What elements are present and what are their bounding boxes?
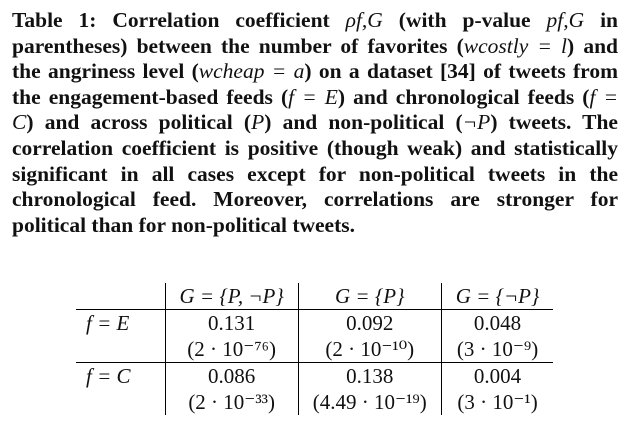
caption-text-3: in parentheses) between the number of favorites (	[12, 8, 619, 58]
f-equals-e: f = E	[288, 84, 338, 109]
pvalue-cell: (2 · 10⁻¹⁰)	[298, 336, 441, 363]
coefficient-cell: 0.086	[165, 363, 298, 390]
caption-text-5: ) on a dataset [34] of tweets from the engagement-based feeds (	[12, 59, 618, 109]
coefficient-cell: 0.131	[165, 310, 298, 337]
caption-text-7: ) and across political (	[26, 110, 252, 135]
rho-symbol: ρf,G	[345, 8, 383, 32]
f-equals-c: f = C	[12, 84, 618, 135]
pvalue-symbol: pf,G	[546, 8, 585, 32]
row-label: f = E	[76, 310, 165, 337]
row-label-spacer	[76, 336, 165, 363]
non-political-symbol: ¬P	[462, 110, 491, 135]
table-row	[76, 389, 553, 415]
pvalue-cell: (3 · 10⁻⁹)	[441, 336, 553, 363]
table-row	[76, 336, 553, 363]
caption-text-4: ) and the angriness level (	[12, 33, 618, 84]
political-symbol: P	[251, 110, 265, 135]
pvalue-cell: (3 · 10⁻¹)	[441, 389, 553, 415]
caption-text-2: (with p-value	[382, 8, 547, 32]
caption-label: Table 1:	[12, 8, 97, 32]
caption-text-6: ) and chronological feeds (	[337, 84, 590, 109]
w-cheap-expr: wcheap = a	[198, 59, 305, 84]
table-header-row	[76, 283, 553, 310]
pvalue-cell: (2 · 10⁻⁷⁶)	[165, 336, 298, 363]
caption-text-1: Correlation coefficient	[112, 8, 346, 32]
pvalue-cell: (2 · 10⁻³³)	[165, 389, 298, 415]
header-corner	[76, 283, 165, 310]
column-header: G = {P, ¬P}	[165, 283, 298, 310]
caption-text-8: ) and non-political (	[264, 110, 463, 135]
row-label: f = C	[76, 363, 165, 390]
coefficient-cell: 0.004	[441, 363, 553, 390]
coefficient-cell: 0.138	[298, 363, 441, 390]
table-caption	[12, 8, 618, 238]
w-costly-expr: wcostly = l	[463, 33, 568, 58]
row-label-spacer	[76, 389, 165, 415]
coefficient-cell: 0.092	[298, 310, 441, 337]
coefficient-cell: 0.048	[441, 310, 553, 337]
column-header: G = {¬P}	[441, 283, 553, 310]
table-row	[76, 363, 553, 390]
correlation-table	[76, 283, 553, 415]
caption-text-9: ) tweets. The correlation coefficient is positive (though weak) and statistically significant in all cases except for non-political tweets in the chronological feed. Moreover, correlations are stronger for political than for non-political tweets.	[12, 110, 618, 237]
column-header: G = {P}	[298, 283, 441, 310]
table-row	[76, 310, 553, 337]
pvalue-cell: (4.49 · 10⁻¹⁹)	[298, 389, 441, 415]
